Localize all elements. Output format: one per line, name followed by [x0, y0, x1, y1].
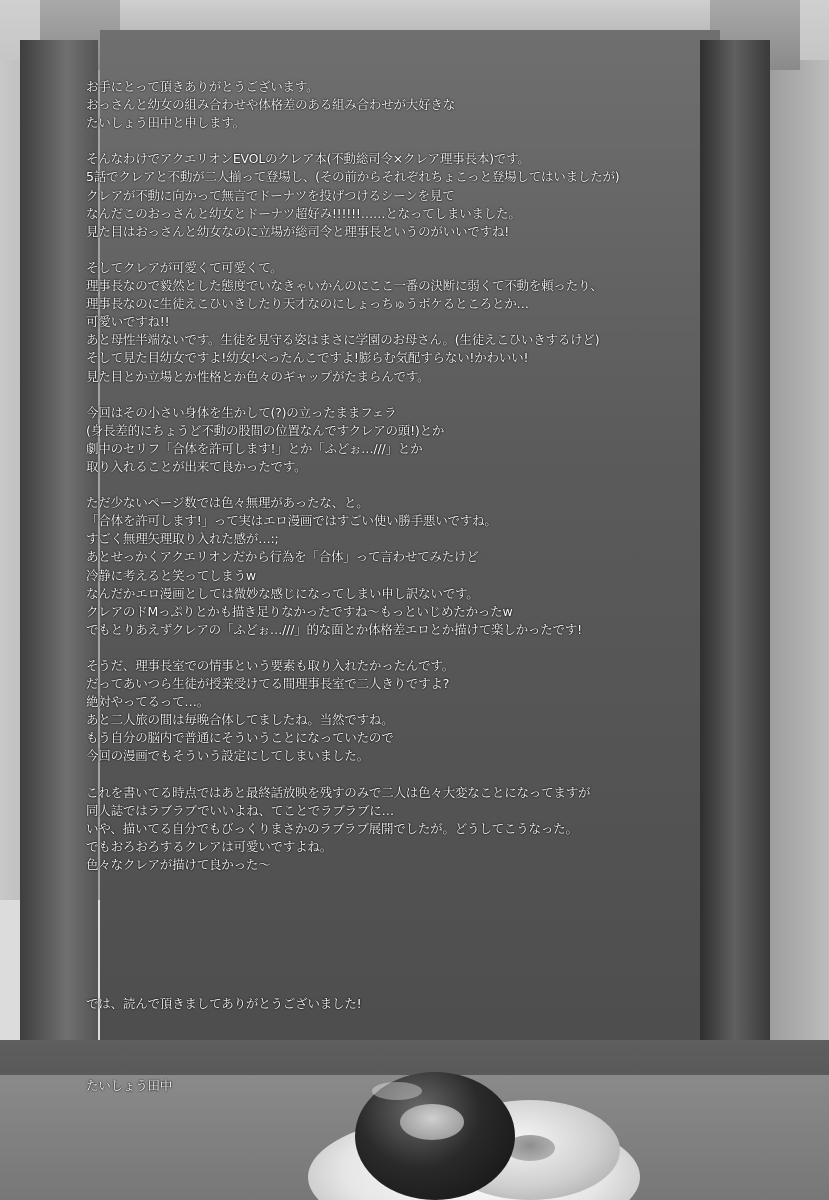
text-line: 5話でクレアと不動が二人揃って登場し、(その前からそれぞれちょこっと登場してはいましたが) — [86, 169, 620, 185]
text-line: そんなわけでアクエリオンEVOLのクレア本(不動総司令×クレア理事長本)です。 — [86, 151, 530, 167]
paragraph — [86, 259, 716, 386]
text-line: そうだ、理事長室での情事という要素も取り入れたかったんです。 — [86, 658, 455, 673]
text-line: 劇中のセリフ「合体を許可します!」とか「ふどぉ…///」とか — [86, 440, 423, 456]
text-line: そして見た目幼女ですよ!幼女!ぺったんこですよ!膨らむ気配すらない!かわいい! — [86, 350, 529, 366]
text-line: 今回はその小さい身体を生かして(?)の立ったままフェラ — [86, 404, 397, 420]
text-line: だってあいつら生徒が授業受けてる間理事長室で二人きりですよ? — [86, 676, 450, 692]
paragraph — [86, 150, 716, 240]
text-line: 可愛いですね!! — [86, 314, 170, 330]
donut-chocolate-hole — [400, 1104, 464, 1140]
text-line: 色々なクレアが描けて良かった～ — [86, 857, 271, 873]
paragraph — [86, 494, 716, 639]
text-line: 取り入れることが出来て良かったです。 — [86, 458, 307, 474]
author-signature: たいしょう田中 — [86, 1078, 173, 1093]
text-line: あとせっかくアクエリオンだから行為を「合体」って言わせてみたけど — [86, 549, 479, 565]
paragraph — [86, 657, 716, 766]
text-line: たいしょう田中と申します。 — [86, 115, 245, 131]
text-line: 見た目はおっさんと幼女なのに立場が総司令と理事長というのがいいですね! — [86, 223, 510, 239]
text-line: クレアが不動に向かって無言でドーナツを投げつけるシーンを見て — [86, 187, 455, 203]
text-line: そしてクレアが可愛くて可愛くて。 — [86, 259, 283, 275]
text-line: 見た目とか立場とか性格とか色々のギャップがたまらんです。 — [86, 368, 430, 384]
text-line: お手にとって頂きありがとうございます。 — [86, 79, 319, 94]
text-line: でもとりあえずクレアの「ふどぉ…///」的な面とか体格差エロとか描けて楽しかったです! — [86, 621, 582, 637]
text-line: いや、描いてる自分でもびっくりまさかのラブラブ展開でしたが。どうしてこうなった。 — [86, 820, 578, 836]
paragraph — [86, 404, 716, 476]
text-line: 今回の漫画でもそういう設定にしてしまいました。 — [86, 748, 369, 764]
text-line: あと母性半端ないです。生徒を見守る姿はまさに学園のお母さん。(生徒えこひいきするけど) — [86, 332, 600, 348]
text-line: (身長差的にちょうど不動の股間の位置なんですクレアの頭!)とか — [86, 422, 445, 438]
text-line: 絶対やってるって…。 — [86, 694, 210, 710]
text-line: もう自分の脳内で普通にそういうことになっていたので — [86, 730, 394, 746]
text-line: これを書いてる時点ではあと最終話放映を残すのみで二人は色々大変なことになってますが — [86, 784, 591, 800]
text-line: 「合体を許可します!」って実はエロ漫画ではすごい使い勝手悪いですね。 — [86, 513, 497, 529]
text-line: なんだこのおっさんと幼女とドーナツ超好み!!!!!!……となってしまいました。 — [86, 205, 521, 221]
closing-line: では、読んで頂きましてありがとうございました! — [86, 996, 362, 1011]
text-line: なんだかエロ漫画としては微妙な感じになってしまい申し訳ないです。 — [86, 585, 479, 601]
text-line: 理事長なので毅然とした態度でいなきゃいかんのにここ一番の決断に弱くて不動を頼ったり、 — [86, 278, 603, 294]
afterword-text — [86, 78, 716, 892]
text-line: ただ少ないページ数では色々無理があったな、と。 — [86, 495, 369, 511]
donut-chocolate-shine — [372, 1082, 422, 1100]
text-line: 同人誌ではラブラブでいいよね、てことでラブラブに… — [86, 802, 394, 818]
paragraph — [86, 784, 716, 874]
text-line: でもおろおろするクレアは可愛いですよね。 — [86, 838, 333, 854]
text-line: あと二人旅の間は毎晩合体してましたね。当然ですね。 — [86, 712, 394, 728]
text-line: すごく無理矢理取り入れた感が…:; — [86, 531, 279, 547]
text-line: クレアのドMっぷりとかも描き足りなかったですね～もっといじめたかったw — [86, 603, 513, 619]
text-line: 理事長なのに生徒えこひいきしたり天才なのにしょっちゅうボケるところとか… — [86, 296, 529, 312]
text-line: おっさんと幼女の組み合わせや体格差のある組み合わせが大好きな — [86, 97, 456, 113]
text-line: 冷静に考えると笑ってしまうw — [86, 567, 256, 583]
paragraph — [86, 78, 716, 132]
